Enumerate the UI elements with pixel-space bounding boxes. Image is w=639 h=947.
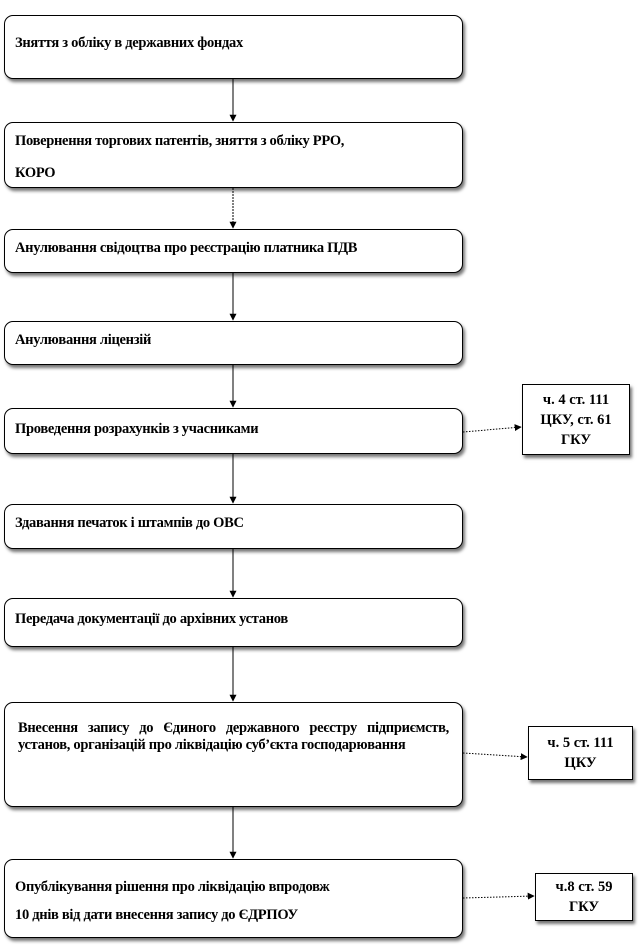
step-annul-licenses xyxy=(4,321,463,365)
arrow-s9-n3 xyxy=(463,896,534,898)
step-text: Внесення запису до Єдиного державного реєстру підприємств, установ, організацій про ліквідацію суб’єкта господарювання xyxy=(18,720,449,753)
arrow-s8-n2 xyxy=(463,753,527,757)
step-text-line1: Повернення торгових патентів, зняття з обліку РРО, xyxy=(15,133,345,149)
note-line: ГКУ xyxy=(560,432,592,448)
note-legal-reference-2 xyxy=(528,726,633,780)
note-line: ч. 5 ст. 111 xyxy=(547,735,614,751)
step-text: Анулювання свідоцтва про реєстрацію платника ПДВ xyxy=(15,240,358,256)
note-line: ЦКУ xyxy=(564,755,597,771)
note-line: ч. 4 ст. 111 xyxy=(542,392,610,408)
step-publish-liquidation-decision xyxy=(4,859,463,938)
step-settlements-with-participants xyxy=(4,408,463,454)
step-text: Проведення розрахунків з учасниками xyxy=(15,421,259,437)
step-text: Анулювання ліцензій xyxy=(15,332,152,348)
step-transfer-documents-archive xyxy=(4,598,463,647)
arrow-s5-n1 xyxy=(463,427,521,432)
note-legal-reference-1 xyxy=(522,384,630,455)
note-legal-reference-3 xyxy=(535,873,633,921)
step-text-line1: Опублікування рішення про ліквідацію впродовж xyxy=(15,879,330,895)
step-text: Зняття з обліку в державних фондах xyxy=(15,35,243,51)
step-return-trade-patents xyxy=(4,122,463,188)
step-text: Здавання печаток і штампів до ОВС xyxy=(15,515,244,531)
step-surrender-seals-stamps xyxy=(4,504,463,549)
step-annul-vat-certificate xyxy=(4,229,463,273)
step-text-line2: КОРО xyxy=(15,165,56,181)
step-deregistration-state-funds xyxy=(4,15,463,79)
step-text: Передача документації до архівних установ xyxy=(15,611,288,627)
step-text-line2: 10 днів від дати внесення запису до ЄДРПОУ xyxy=(15,907,298,923)
step-register-entry-liquidation xyxy=(4,702,463,807)
note-line: ч.8 ст. 59 xyxy=(555,879,613,895)
note-line: ЦКУ, ст. 61 xyxy=(540,412,612,428)
note-line: ГКУ xyxy=(568,899,600,915)
